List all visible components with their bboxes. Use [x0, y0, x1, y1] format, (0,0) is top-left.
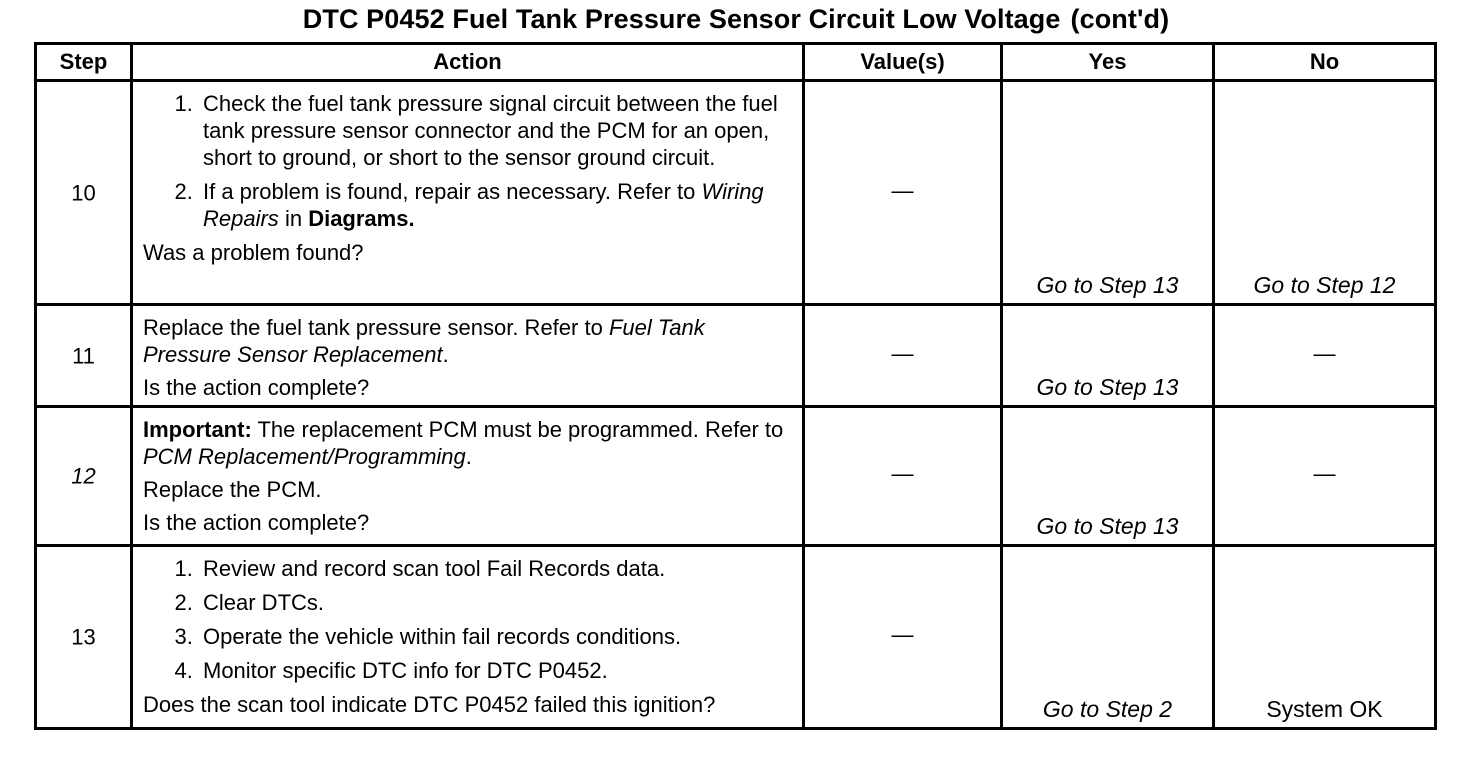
step-number: 10: [71, 180, 96, 205]
step-cell: [36, 546, 132, 729]
reference-link[interactable]: Fuel Tank Pressure Sensor Replacement: [143, 315, 705, 367]
no-value: —: [1313, 460, 1336, 486]
action-item: 1. Check the fuel tank pressure signal circuit between the fuel tank pressure sensor connector and the PCM for an open, short to ground, or short to the sensor ground circuit.: [199, 90, 792, 171]
yes-cell: [1002, 546, 1214, 729]
value-text: —: [891, 177, 914, 203]
value-cell: [804, 407, 1002, 546]
action-paragraph: Replace the PCM.: [143, 477, 322, 502]
no-value: —: [1313, 340, 1336, 366]
action-question: Does the scan tool indicate DTC P0452 failed this ignition?: [143, 692, 716, 717]
yes-goto[interactable]: Go to Step 13: [1036, 272, 1179, 298]
action-text: If a problem is found, repair as necessary. Refer to: [203, 179, 696, 204]
action-paragraph: [143, 314, 792, 368]
header-yes: Yes: [1002, 44, 1214, 81]
value-cell: [804, 81, 1002, 305]
action-cell: [132, 305, 804, 407]
step-number: 12: [71, 463, 96, 489]
yes-goto[interactable]: Go to Step 13: [1036, 513, 1179, 539]
action-question: Is the action complete?: [143, 375, 370, 400]
document-title: [0, 4, 1472, 35]
action-cell: [132, 407, 804, 546]
action-text: Replace the fuel tank pressure sensor. Refer to: [143, 315, 603, 340]
yes-cell: [1002, 81, 1214, 305]
important-note: [143, 416, 792, 470]
no-goto[interactable]: Go to Step 12: [1253, 272, 1396, 298]
action-item: 1. Review and record scan tool Fail Records data.: [199, 555, 792, 582]
action-question: Was a problem found?: [143, 240, 364, 265]
no-cell: [1214, 81, 1436, 305]
action-item: 4. Monitor specific DTC info for DTC P0452.: [199, 657, 792, 684]
reference-link[interactable]: PCM Replacement/Programming: [143, 444, 466, 469]
table-row: [36, 81, 1436, 305]
action-list: [143, 555, 792, 684]
reference-section[interactable]: Diagrams.: [308, 206, 415, 231]
action-item: [199, 178, 792, 232]
yes-goto[interactable]: Go to Step 2: [1042, 696, 1173, 722]
no-cell: [1214, 407, 1436, 546]
step-number: 11: [72, 343, 95, 368]
header-step: Step: [36, 44, 132, 81]
reference-link[interactable]: Wiring Repairs: [203, 179, 764, 231]
important-suffix: .: [465, 444, 472, 469]
value-cell: [804, 546, 1002, 729]
no-result: System OK: [1266, 696, 1383, 722]
action-text: in: [284, 206, 303, 231]
header-row: [36, 44, 1436, 81]
step-cell: [36, 81, 132, 305]
header-action: Action: [132, 44, 804, 81]
action-question: Is the action complete?: [143, 510, 370, 535]
table-row: [36, 305, 1436, 407]
no-cell: [1214, 546, 1436, 729]
diagnostic-table: [34, 42, 1437, 730]
step-cell: [36, 305, 132, 407]
header-no: No: [1214, 44, 1436, 81]
action-cell: [132, 546, 804, 729]
table-row: [36, 546, 1436, 729]
action-item: 3. Operate the vehicle within fail records conditions.: [199, 623, 792, 650]
action-cell: [132, 81, 804, 305]
step-cell: [36, 407, 132, 546]
action-list: [143, 90, 792, 232]
title-text: DTC P0452 Fuel Tank Pressure Sensor Circuit Low Voltage: [302, 4, 1061, 34]
yes-goto[interactable]: Go to Step 13: [1036, 374, 1179, 400]
value-cell: [804, 305, 1002, 407]
yes-cell: [1002, 407, 1214, 546]
no-cell: [1214, 305, 1436, 407]
action-text-suffix: .: [442, 342, 449, 367]
important-label: Important:: [143, 417, 252, 442]
table-row: [36, 407, 1436, 546]
important-text: The replacement PCM must be programmed. Refer to: [257, 417, 784, 442]
header-values: Value(s): [804, 44, 1002, 81]
title-suffix: (cont'd): [1070, 4, 1170, 34]
value-text: —: [891, 460, 914, 486]
value-text: —: [891, 340, 914, 366]
value-text: —: [891, 621, 914, 647]
step-number: 13: [71, 624, 96, 650]
action-item: 2. Clear DTCs.: [199, 589, 792, 616]
yes-cell: [1002, 305, 1214, 407]
